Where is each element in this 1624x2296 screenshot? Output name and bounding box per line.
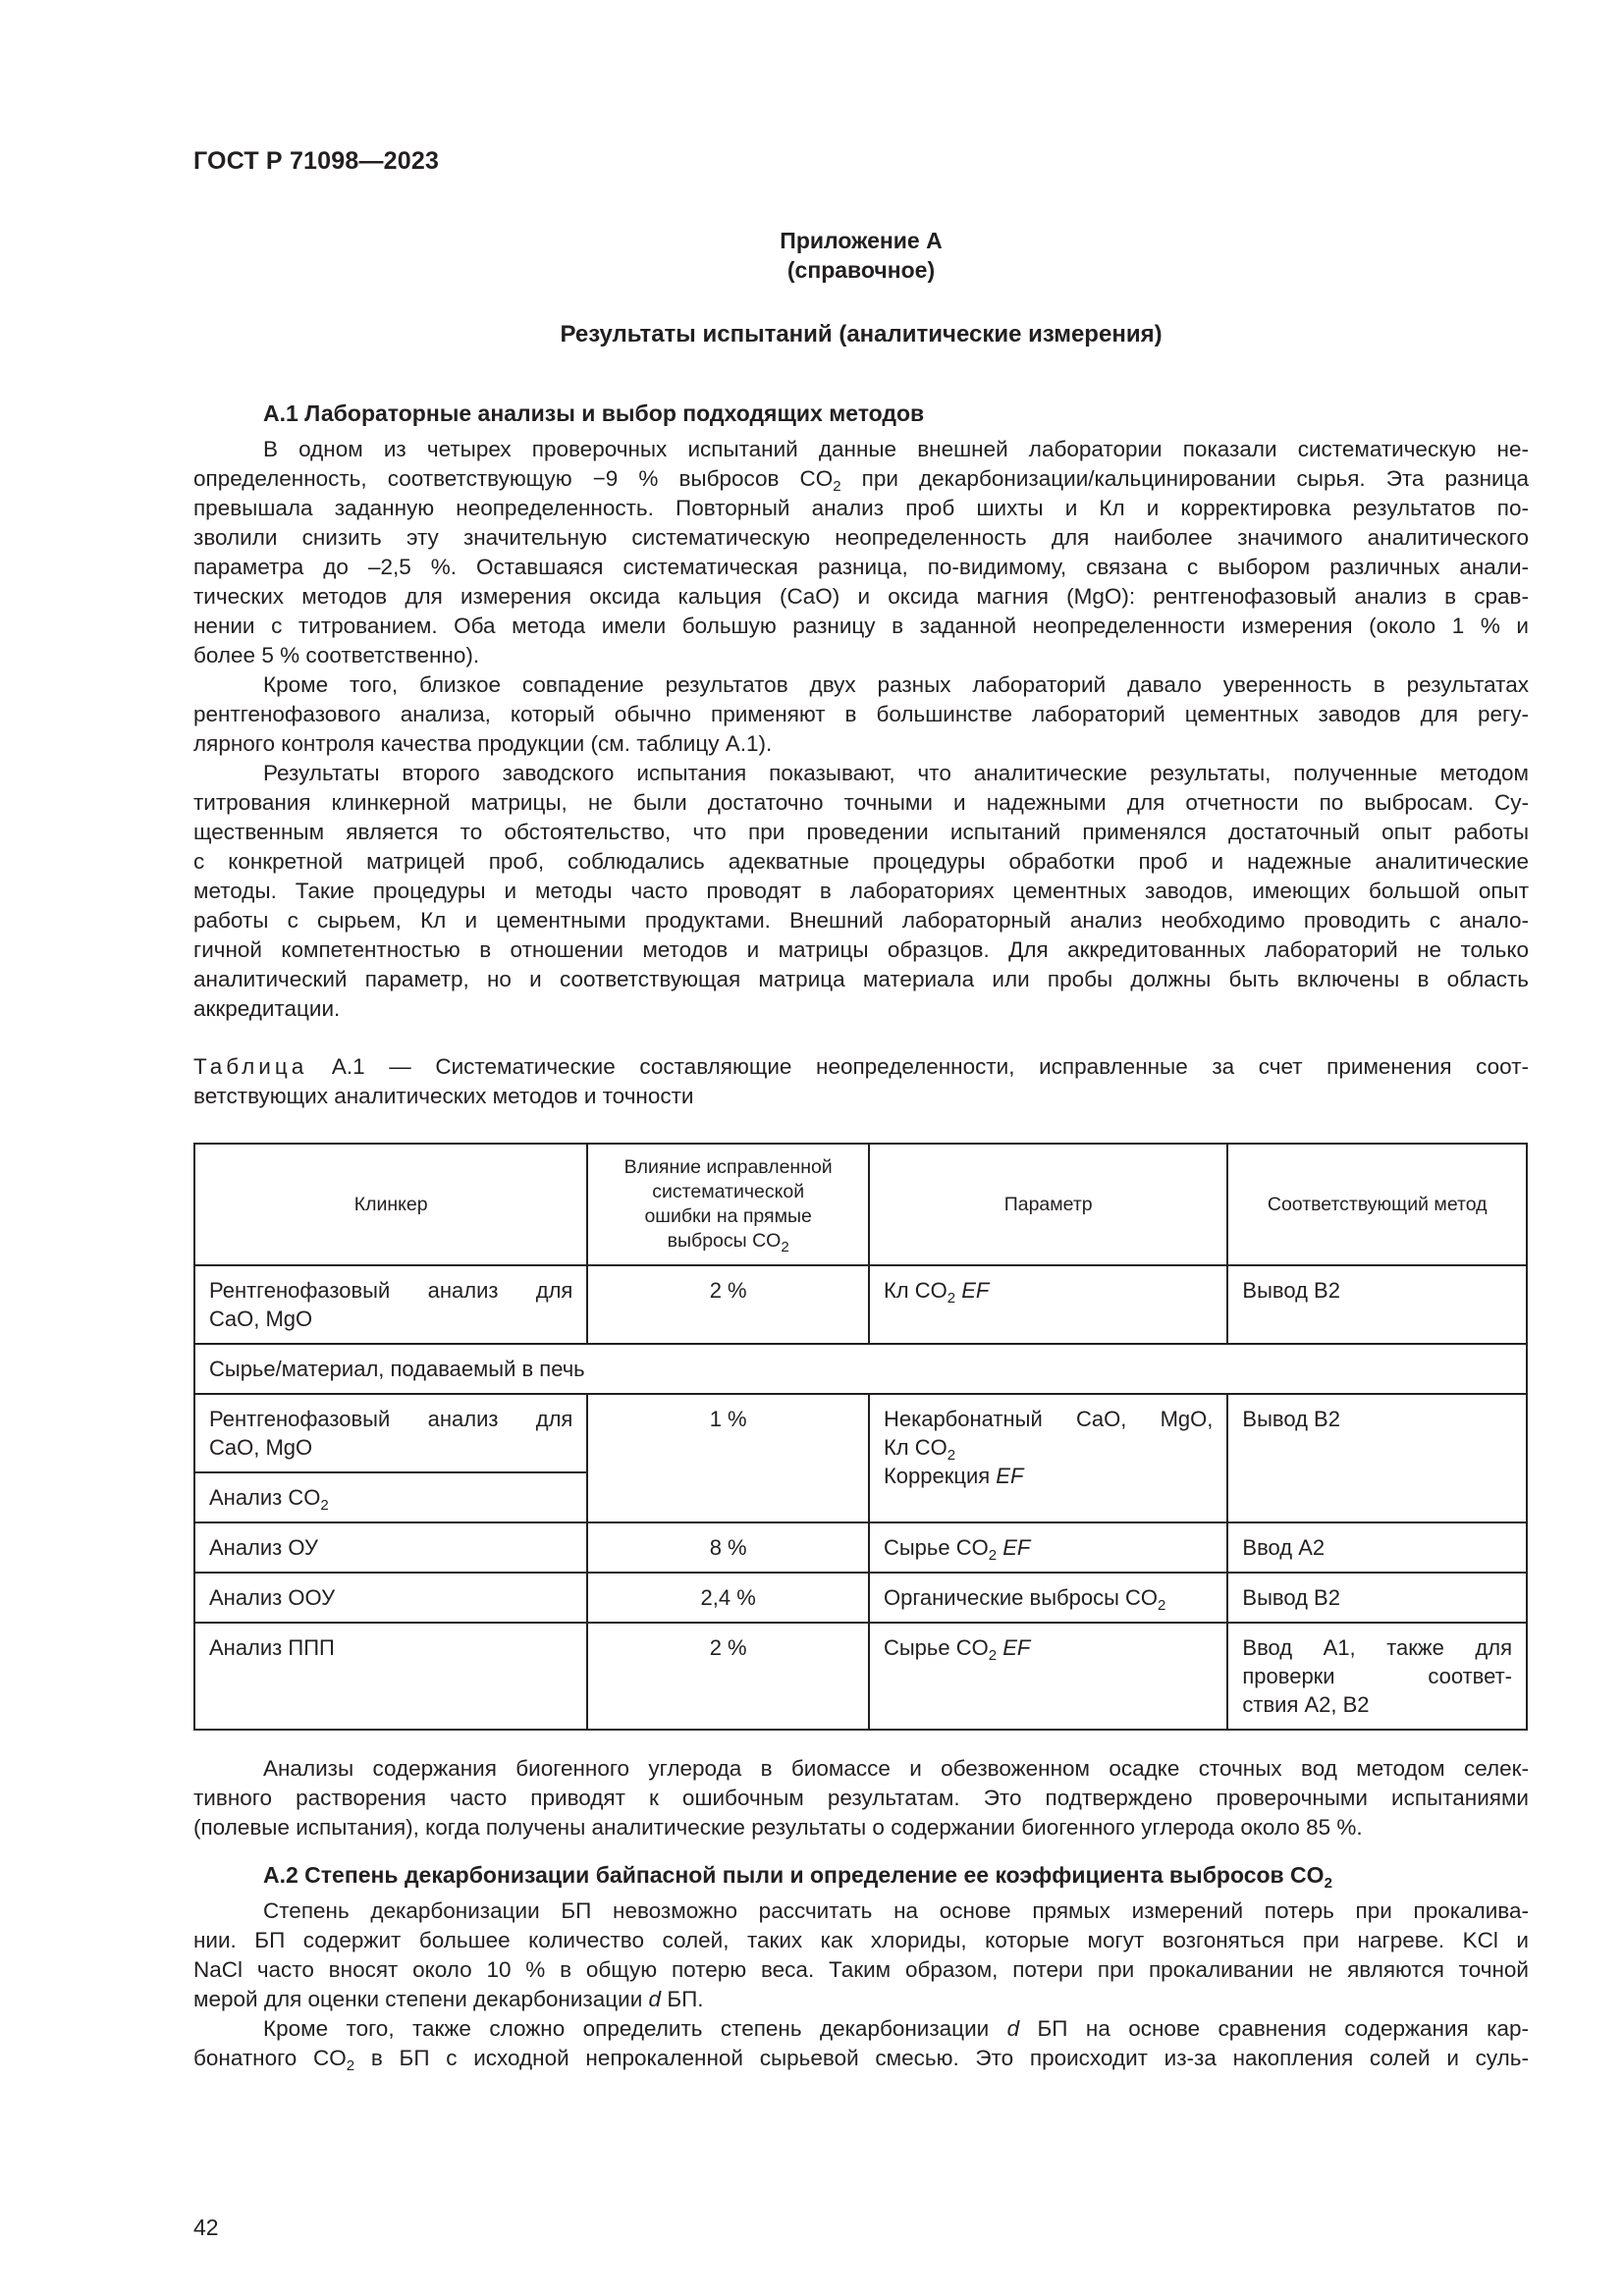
cell-analysis: Рентгенофазовый анализ для CaO, MgO <box>194 1265 587 1344</box>
header-method: Соответствующий метод <box>1227 1144 1527 1265</box>
subsection-heading-a2: А.2 Степень декарбонизации байпасной пыли и определение ее коэффициента выбросов $CO_2$ <box>263 1862 1332 1892</box>
cell-value: 2 % <box>587 1623 869 1730</box>
table-row <box>194 1573 1527 1623</box>
table-row <box>194 1522 1527 1573</box>
table-row <box>194 1623 1527 1730</box>
results-table <box>193 1143 1528 1731</box>
cell-analysis: Анализ ППП <box>194 1623 587 1730</box>
table-row <box>194 1394 1527 1472</box>
paragraph: Анализы содержания биогенного углерода в биомассе и обезвоженном осадке сточных вод методом селек- тивного растворения часто приводят к ошибочным результатам. Это подтверждено проверочными испытаниями (полевые испытания), когда получены аналитические результаты о содержании биогенного углерода около 85 %. <box>193 1756 1529 1840</box>
header-parameter: Параметр <box>869 1144 1227 1265</box>
cell-analysis: Анализ ОУ <box>194 1522 587 1573</box>
group-label: Сырье/материал, подаваемый в печь <box>194 1344 1527 1394</box>
appendix-note: (справочное) <box>786 257 936 283</box>
cell-method: Вывод B2 <box>1227 1394 1527 1522</box>
cell-parameter: Сырье $CO_2$ EF <box>869 1522 1227 1573</box>
appendix-title: Приложение А <box>780 228 943 253</box>
cell-value: 2,4 % <box>587 1573 869 1623</box>
cell-parameter: Кл $CO_2$ EF <box>869 1265 1227 1344</box>
cell-analysis: Анализ $CO_2$ <box>194 1472 587 1522</box>
header-clinker: Клинкер <box>194 1144 587 1265</box>
cell-value: 1 % <box>587 1394 869 1522</box>
cell-parameter: Сырье $CO_2$ EF <box>869 1623 1227 1730</box>
cell-method: Ввод А2 <box>1227 1522 1527 1573</box>
table-header-row <box>194 1144 1527 1265</box>
cell-method: Вывод B2 <box>1227 1265 1527 1344</box>
cell-value: 8 % <box>587 1522 869 1573</box>
cell-method: Вывод B2 <box>1227 1573 1527 1623</box>
cell-value: 2 % <box>587 1265 869 1344</box>
document-code: ГОСТ Р 71098—2023 <box>193 147 440 175</box>
cell-analysis: Анализ ООУ <box>194 1573 587 1623</box>
table-caption: Таблица А.1 — Систематические составляющие неопределенности, исправленные за счет применения соот- ветствующих аналитических методов и точности <box>193 1054 1529 1108</box>
section-title: Результаты испытаний (аналитические измерения) <box>560 321 1163 347</box>
subsection-heading-a1: А.1 Лабораторные анализы и выбор подходящих методов <box>263 400 925 426</box>
table-row <box>194 1265 1527 1344</box>
table-group-row <box>194 1344 1527 1394</box>
cell-parameter: Органические выбросы $CO_2$ <box>869 1573 1227 1623</box>
paragraph: Кроме того, близкое совпадение результатов двух разных лабораторий давало уверенность в результатах рентгенофазового анализа, который обычно применяют в большинстве лабораторий цементных заводов для регу- лярного контроля качества продукции (см. таблицу А.1). <box>193 672 1529 756</box>
paragraph: Кроме того, также сложно определить степень декарбонизации d БП на основе сравнения содержания кар- бонатного $CO_2$ в БП с исходной непрокаленной сырьевой смесью. Это происходит из-за накопления солей и суль- <box>193 2016 1529 2074</box>
page-number: 42 <box>193 2215 219 2240</box>
paragraph: Степень декарбонизации БП невозможно рассчитать на основе прямых измерений потерь при прокалива- нии. БП содержит большее количество солей, таких как хлориды, которые могут возгоняться при нагреве. KCl и NaCl часто вносят около 10 % в общую потерю веса. Таким образом, потери при прокаливании не являются точной мерой для оценки степени декарбонизации d БП. <box>193 1898 1529 2011</box>
paragraph: В одном из четырех проверочных испытаний данные внешней лаборатории показали систематическую не- определенность, соответствующую −9 % выбросов $CO_2$ при декарбонизации/кальцинировании сырья. Эта разница превышала заданную неопределенность. Повторный анализ проб шихты и Кл и корректировка результатов по- зволили снизить эту значительную систематическую неопределенность для наиболее значимого аналитического параметра до –2,5 %. Оставшаяся систематическая разница, по-видимому, связана с выбором различных анали- тических методов для измерения оксида кальция (CaO) и оксида магния (MgO): рентгенофазовый анализ в срав- нении с титрованием. Оба метода имели большую разницу в заданной неопределенности измерения (около 1 % и более 5 % соответственно). <box>193 437 1529 667</box>
cell-method: Ввод А1, также для проверки соответ- ствия А2, B2 <box>1227 1623 1527 1730</box>
cell-analysis: Рентгенофазовый анализ для CaO, MgO <box>194 1394 587 1472</box>
header-influence: Влияние исправленной систематической ошибки на прямые выбросы $CO_2$ <box>587 1144 869 1265</box>
cell-parameter: Некарбонатный CaO, MgO, Кл $CO_2$ Коррекция EF <box>869 1394 1227 1522</box>
paragraph: Результаты второго заводского испытания показывают, что аналитические результаты, полученные методом титрования клинкерной матрицы, не были достаточно точными и надежными для отчетности по выбросам. Су- щественным является то обстоятельство, что при проведении испытаний применялся достаточный опыт работы с конкретной матрицей проб, соблюдались адекватные процедуры обработки проб и надежные аналитические методы. Такие процедуры и методы часто проводят в лабораториях цементных заводов, имеющих большой опыт работы с сырьем, Кл и цементными продуктами. Внешний лабораторный анализ необходимо проводить с анало- гичной компетентностью в отношении методов и матрицы образцов. Для аккредитованных лабораторий не только аналитический параметр, но и соответствующая матрица материала или пробы должны быть включены в область аккредитации. <box>193 761 1529 1021</box>
